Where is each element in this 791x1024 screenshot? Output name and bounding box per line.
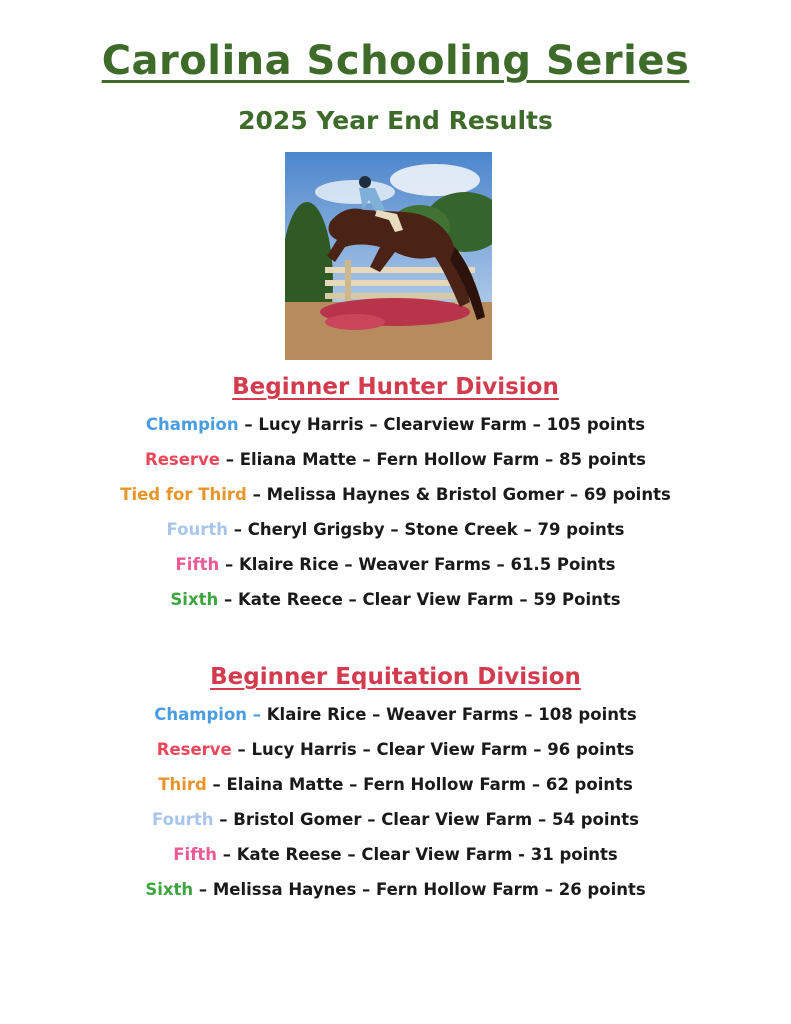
placing-label: Champion — [145, 415, 239, 434]
placing-label: Fifth — [173, 845, 218, 864]
placing-label: Sixth — [145, 880, 194, 899]
placing-label: Third — [158, 775, 207, 794]
beginner-hunter-division — [0, 374, 791, 624]
result-details: – Eliana Matte – Fern Hollow Farm – 85 points — [219, 450, 646, 469]
result-row-third — [0, 484, 791, 505]
result-row-third — [0, 774, 791, 795]
placing-label: Fourth — [152, 810, 214, 829]
result-row-fourth — [0, 519, 791, 540]
placing-label: Champion – — [154, 705, 262, 724]
result-details: Klaire Rice – Weaver Farms – 108 points — [261, 705, 637, 724]
result-row-reserve — [0, 739, 791, 760]
page-title: Carolina Schooling Series — [101, 38, 690, 84]
result-details: – Cheryl Grigsby – Stone Creek – 79 points — [228, 520, 625, 539]
placing-label: Reserve — [144, 450, 220, 469]
result-details: – Melissa Haynes & Bristol Gomer – 69 points — [246, 485, 671, 504]
result-details: – Bristol Gomer – Clear View Farm – 54 points — [213, 810, 639, 829]
placing-label: Reserve — [156, 740, 232, 759]
result-details: – Elaina Matte – Fern Hollow Farm – 62 points — [206, 775, 633, 794]
horse-jumping-illustration — [285, 152, 492, 360]
beginner-equitation-division — [0, 664, 791, 914]
result-details: – Klaire Rice – Weaver Farms – 61.5 Points — [219, 555, 616, 574]
result-details: – Melissa Haynes – Fern Hollow Farm – 26 points — [193, 880, 646, 899]
result-details: – Kate Reece – Clear View Farm – 59 Points — [218, 590, 621, 609]
page-subtitle: 2025 Year End Results — [238, 106, 553, 135]
result-details: – Lucy Harris – Clearview Farm – 105 points — [238, 415, 646, 434]
result-row-champion — [0, 704, 791, 725]
placing-label: Sixth — [170, 590, 219, 609]
division-heading: Beginner Equitation Division — [210, 664, 581, 690]
result-details: – Lucy Harris – Clear View Farm – 96 points — [231, 740, 635, 759]
result-row-sixth — [0, 879, 791, 900]
placing-label: Tied for Third — [120, 485, 247, 504]
placing-label: Fifth — [175, 555, 220, 574]
result-details: – Kate Reese – Clear View Farm - 31 points — [217, 845, 618, 864]
result-row-champion — [0, 414, 791, 435]
horse-jumping-photo — [285, 152, 492, 360]
result-row-fifth — [0, 844, 791, 865]
result-row-fifth — [0, 554, 791, 575]
division-heading: Beginner Hunter Division — [232, 374, 559, 400]
result-row-sixth — [0, 589, 791, 610]
placing-label: Fourth — [166, 520, 228, 539]
result-row-fourth — [0, 809, 791, 830]
result-row-reserve — [0, 449, 791, 470]
